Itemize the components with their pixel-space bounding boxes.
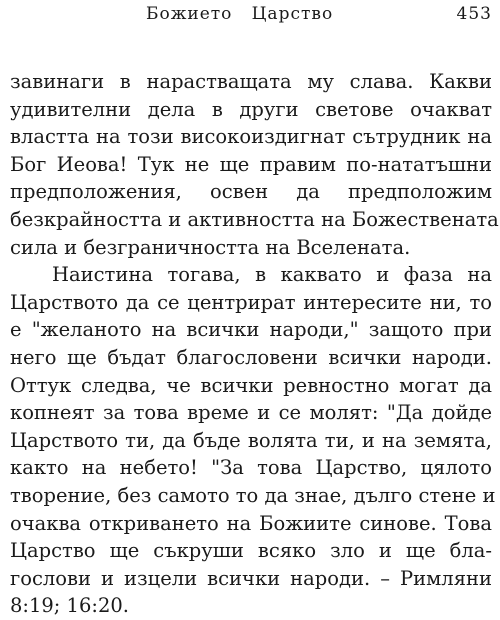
text-line: Царството да се центрират интересите ни, то — [10, 290, 492, 314]
paragraph-2 — [10, 261, 496, 620]
text-line: Бог Иеова! Тук не ще правим по-нататъшни — [10, 152, 492, 176]
text-line: гослови и изцели всички народи. – Римляни — [10, 566, 492, 590]
paragraph-1 — [10, 68, 499, 261]
text-line: творение, без самото то да знае, дълго стене и — [10, 483, 496, 507]
text-line: безкрайността и активността на Божествената — [10, 207, 499, 231]
text-line: удивителни дела в други светове очакват — [10, 97, 492, 121]
text-line: предположения, освен да предположим — [10, 180, 492, 204]
text-line: Наистина тогава, в каквато и фаза на — [52, 263, 492, 287]
text-line: Оттук следва, че всички ревностно могат да — [10, 373, 492, 397]
text-line: е "желаното на всички народи," защото при — [10, 318, 492, 342]
text-line: 8:19; 16:20. — [10, 594, 129, 618]
text-line: завинаги в нарастващата му слава. Какви — [10, 70, 492, 93]
page-number: 453 — [456, 4, 492, 24]
text-line: сила и безграничността на Вселената. — [10, 235, 411, 259]
text-line: властта на този високоиздигнат сътрудник на — [10, 125, 492, 149]
text-line: Царство ще съкруши всяко зло и ще бла- — [10, 539, 492, 563]
text-line: очаква откриването на Божиите синове. Това — [10, 511, 492, 535]
text-line: него ще бъдат благословени всички народи. — [10, 345, 492, 369]
body-text — [10, 68, 499, 620]
text-line: Царството ти, да бъде волята ти, и на земята, — [10, 428, 492, 452]
running-header — [0, 4, 500, 28]
text-line: копнеят за това време и се молят: "Да дойде — [10, 401, 492, 425]
text-line: както на небето! "За това Царство, цялото — [10, 456, 492, 480]
running-title: Божието Царство — [146, 4, 334, 24]
